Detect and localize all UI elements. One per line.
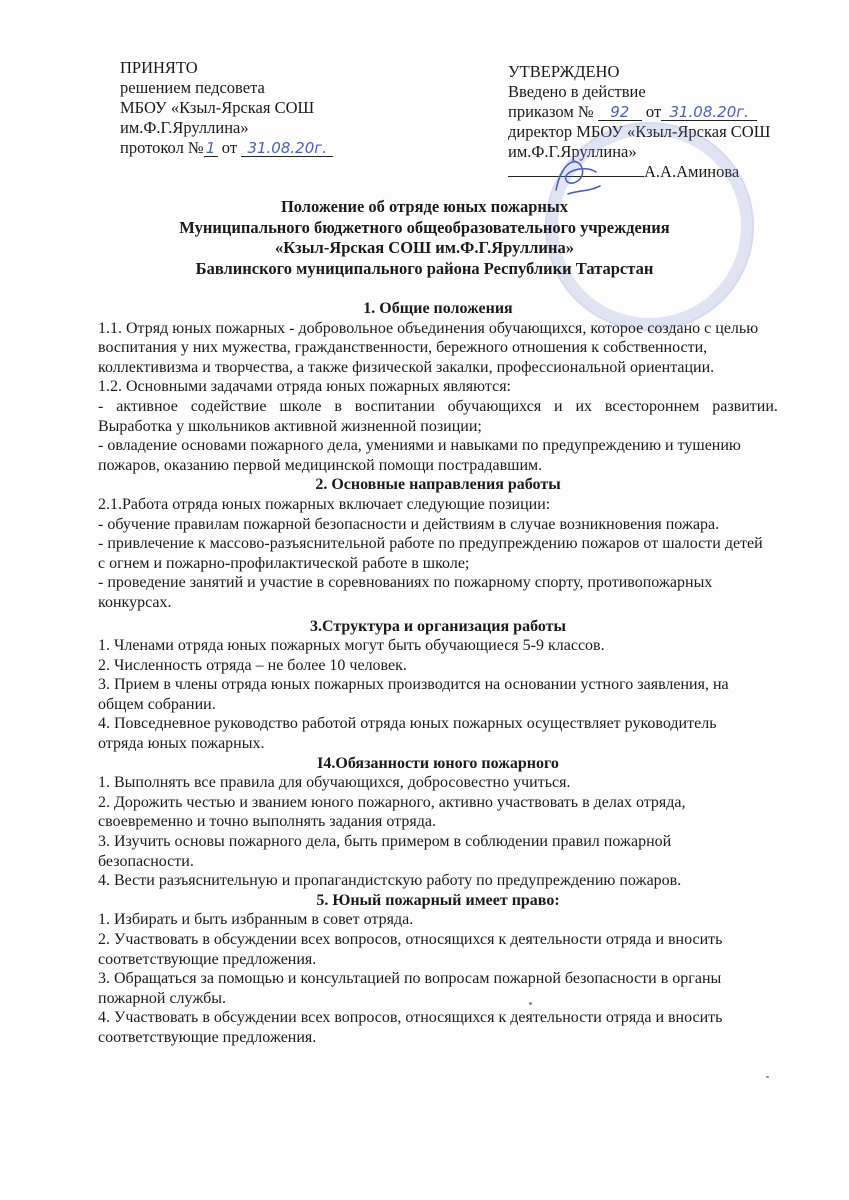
w: в (334, 397, 342, 415)
s3-line-5: 4. Повседневное руководство работой отряда юных пожарных осуществляет руководитель (98, 715, 717, 733)
protocol-number: 1 (204, 140, 218, 157)
scan-speck (766, 1076, 769, 1078)
approved-order (508, 102, 770, 122)
s1-line-4: 1.2. Основными задачами отряда юных пожарных являются: (98, 378, 511, 396)
approved-enacted: Введено в действие (508, 82, 646, 101)
w: активное (116, 397, 178, 415)
s2-line-2: - обучение правилам пожарной безопасности и действиям в случае возникновения пожара. (98, 515, 720, 533)
accepted-protocol (120, 138, 333, 158)
s4-line-2: 2. Дорожить честью и званием юного пожарного, активно участвовать в делах отряда, (98, 793, 686, 811)
s2-line-1: 2.1.Работа отряда юных пожарных включает следующие позиции: (98, 495, 551, 513)
section-5-heading: 5. Юный пожарный имеет право: (316, 891, 560, 909)
s4-line-3: своевременно и точно выполнять задания отряда. (98, 813, 436, 831)
w: их (575, 397, 593, 415)
order-date: 31.08.20г. (661, 104, 757, 121)
approved-title: УТВЕРЖДЕНО (508, 62, 620, 81)
s1-line-6: Выработка у школьников активной жизненной позиции; (98, 417, 482, 435)
w: воспитании (354, 397, 435, 415)
s5-line-6: 4. Участвовать в обсуждении всех вопросов, относящихся к деятельности отряда и вносить (98, 1009, 723, 1027)
protocol-date: 31.08.20г. (241, 140, 333, 157)
w: - (98, 397, 104, 415)
approved-school-name: им.Ф.Г.Яруллина» (508, 142, 637, 161)
w: развитии. (712, 397, 778, 415)
s1-line-3: коллективизма и творчества, а также физической закалки, профессиональной ориентации. (98, 358, 715, 376)
accepted-by: решением педсовета (120, 78, 265, 97)
s5-line-3: соответствующие предложения. (98, 950, 317, 968)
director-name: А.А.Аминова (644, 162, 740, 181)
s2-line-4: с огнем и пожарно-профилактической работе в школе; (98, 554, 470, 572)
title-line-1: Положение об отряде юных пожарных (280, 197, 569, 216)
document-title (0, 197, 849, 279)
s4-line-6: 4. Вести разъяснительную и пропагандистскую работу по предупреждению пожаров. (98, 872, 682, 890)
accepted-school: МБОУ «Кзыл-Ярская СОШ (120, 98, 315, 117)
s3-line-1: 1. Членами отряда юных пожарных могут быть обучающиеся 5-9 классов. (98, 637, 605, 655)
accepted-title: ПРИНЯТО (120, 58, 198, 77)
s1-line-1: 1.1. Отряд юных пожарных - добровольное объединения обучающихся, которое создано с целью (98, 319, 759, 337)
title-line-2: Муниципального бюджетного общеобразовательного учреждения (179, 217, 670, 237)
signature-mark (548, 150, 608, 200)
s4-line-1: 1. Выполнять все правила для обучающихся, добросовестно учиться. (98, 774, 571, 792)
accepted-school-name: им.Ф.Г.Яруллина» (120, 118, 249, 137)
s1-line-7: - овладение основами пожарного дела, умениями и навыками по предупреждению и тушению (98, 437, 741, 455)
s4-line-4: 3. Изучить основы пожарного дела, быть примером в соблюдении правил пожарной (98, 833, 672, 851)
s5-line-1: 1. Избирать и быть избранным в совет отряда. (98, 911, 414, 929)
s1-line-8: пожаров, оказанию первой медицинской помощи пострадавшим. (98, 456, 543, 474)
section-3-heading: 3.Структура и организация работы (309, 617, 567, 635)
w: всестороннем (604, 397, 700, 415)
order-number: 92 (598, 104, 642, 121)
section-1-heading: 1. Общие положения (363, 300, 513, 317)
approved-director: директор МБОУ «Кзыл-Ярская СОШ (508, 122, 771, 141)
title-line-4: Бавлинского муниципального района Республики Татарстан (195, 258, 654, 278)
s5-line-5: пожарной службы. (98, 989, 227, 1007)
s5-line-4: 3. Обращаться за помощью и консультацией по вопросам пожарной безопасности в органы (98, 970, 722, 988)
s5-line-2: 2. Участвовать в обсуждении всех вопросов, относящихся к деятельности отряда и вносить (98, 931, 723, 948)
order-from: от (641, 102, 662, 121)
order-prefix: приказом № (508, 102, 598, 121)
w: обучающихся (447, 397, 542, 415)
section-2-heading: 2. Основные направления работы (315, 476, 561, 494)
s3-line-2: 2. Численность отряда – не более 10 человек. (98, 656, 407, 674)
s3-line-6: отряда юных пожарных. (98, 735, 265, 753)
w: школе (279, 397, 322, 415)
w: содействие (190, 397, 267, 415)
s1-line-2: воспитания у них мужества, гражданственности, бережного отношения к собственности, (98, 339, 708, 357)
scan-speck (529, 1002, 532, 1005)
s5-line-7: соответствующие предложения. (98, 1028, 317, 1046)
s2-line-3: - привлечение к массово-разъяснительной работе по предупреждению пожаров от шалости детей (98, 535, 763, 553)
s3-line-3: 3. Прием в члены отряда юных пожарных производится на основании устного заявления, на (98, 676, 729, 694)
s2-line-5: - проведение занятий и участие в соревнованиях по пожарному спорту, противопожарных (98, 574, 713, 592)
protocol-from: от (217, 138, 242, 157)
s1-line-5 (98, 397, 778, 417)
s4-line-5: безопасности. (98, 852, 194, 870)
w: и (554, 397, 563, 415)
accepted-block (120, 58, 333, 158)
document-body (98, 299, 778, 1048)
section-4-heading: I4.Обязанности юного пожарного (317, 754, 559, 772)
protocol-prefix: протокол № (120, 138, 204, 157)
s3-line-4: общем собрании. (98, 695, 216, 713)
title-line-3: «Кзыл-Ярская СОШ им.Ф.Г.Яруллина» (275, 238, 574, 257)
s2-line-6: конкурсах. (98, 593, 172, 611)
